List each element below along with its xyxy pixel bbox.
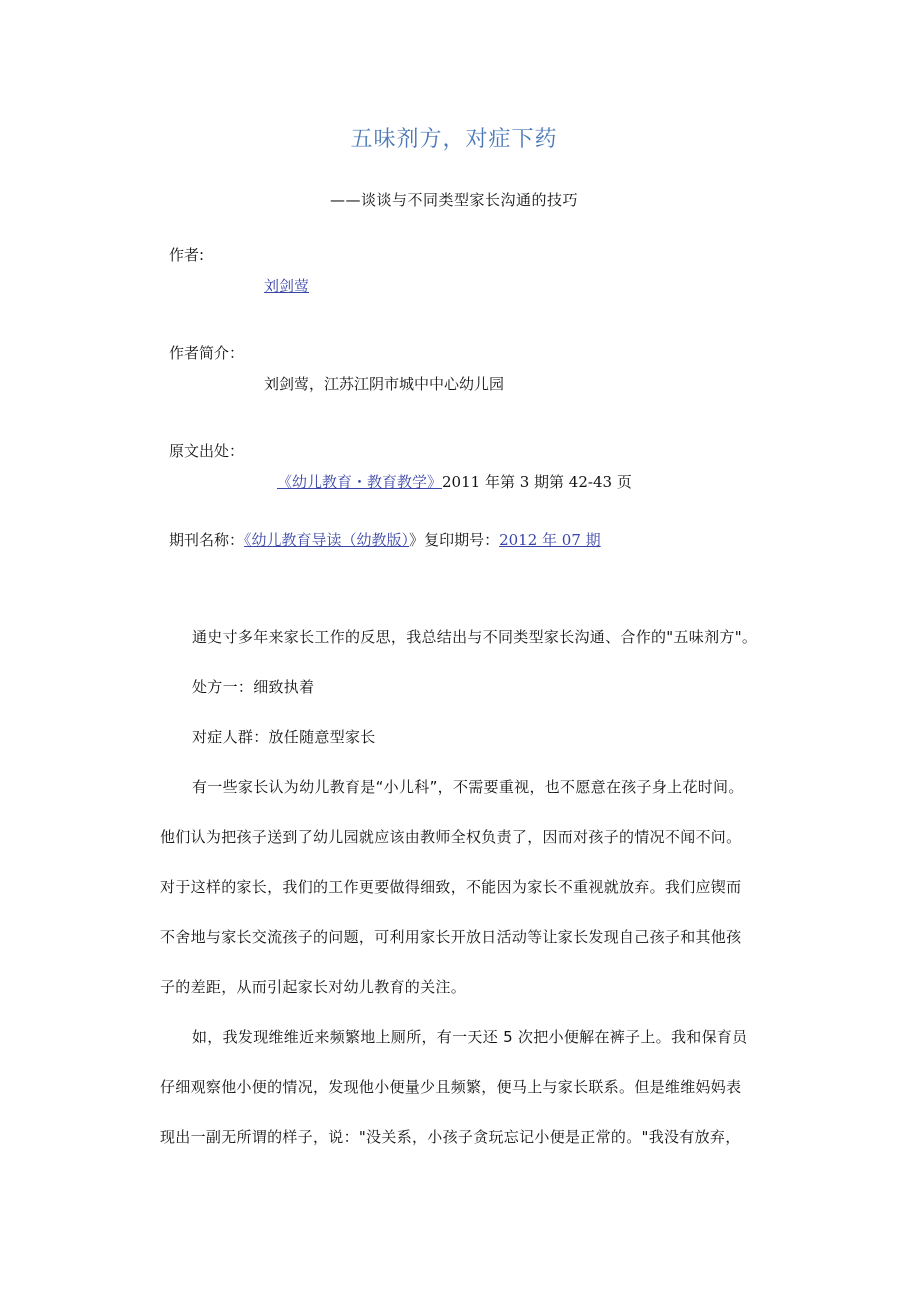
target-group: 对症人群：放任随意型家长	[192, 728, 376, 746]
periodical-name-link[interactable]	[244, 531, 409, 549]
paragraph-2-line: 现出一副无所谓的样子，说："没关系，小孩子贪玩忘记小便是正常的。"我没有放弃，	[160, 1128, 741, 1146]
article-title: 五味剂方，对症下药	[350, 127, 558, 152]
paragraph-1-line: 对于这样的家长，我们的工作更要做得细致，不能因为家长不重视就放弃。我们应锲而	[160, 878, 742, 896]
author-label: 作者:	[169, 246, 205, 264]
source-label: 原文出处：	[169, 442, 245, 460]
article-subtitle: ——谈谈与不同类型家长沟通的技巧	[330, 191, 579, 209]
prescription-heading: 处方一：细致执着	[192, 678, 315, 696]
paragraph-1-line: 他们认为把孩子送到了幼儿园就应该由教师全权负责了，因而对孩子的情况不闻不问。	[160, 828, 742, 846]
periodical-name: 幼儿教育导读（幼教版）	[251, 531, 410, 549]
author-bio-label: 作者简介：	[169, 344, 245, 362]
source-detail: 2011 年第 3 期第 42-43 页	[442, 473, 632, 491]
paragraph-1-line: 子的差距，从而引起家长对幼儿教育的关注。	[160, 978, 467, 996]
reprint-label: 复印期号：	[424, 531, 500, 549]
periodical-name-open: 《	[244, 531, 252, 549]
paragraph-2-line: 如，我发现维维近来频繁地上厕所，有一天还 5 次把小便解在裤子上。我和保育员	[192, 1028, 748, 1046]
periodical-line	[169, 529, 601, 550]
paragraph-1-line: 不舍地与家长交流孩子的问题，可利用家长开放日活动等让家长发现自己孩子和其他孩	[160, 928, 742, 946]
intro-paragraph: 通史寸多年来家长工作的反思，我总结出与不同类型家长沟通、合作的"五味剂方"。	[192, 628, 758, 646]
periodical-name-close: 》	[409, 531, 425, 549]
paragraph-2-line: 仔细观察他小便的情况，发现他小便量少且频繁，便马上与家长联系。但是维维妈妈表	[160, 1078, 742, 1096]
source-line	[277, 471, 632, 492]
periodical-label: 期刊名称：	[169, 531, 245, 549]
author-name-link[interactable]: 刘剑莺	[264, 277, 310, 295]
author-bio-text: 刘剑莺，江苏江阴市城中中心幼儿园	[264, 375, 505, 393]
source-journal-link[interactable]: 《幼儿教育・教育教学》	[277, 473, 443, 491]
reprint-issue-link[interactable]: 2012 年 07 期	[499, 531, 601, 549]
paragraph-1-line: 有一些家长认为幼儿教育是“小儿科”，不需要重视，也不愿意在孩子身上花时间。	[192, 778, 744, 796]
